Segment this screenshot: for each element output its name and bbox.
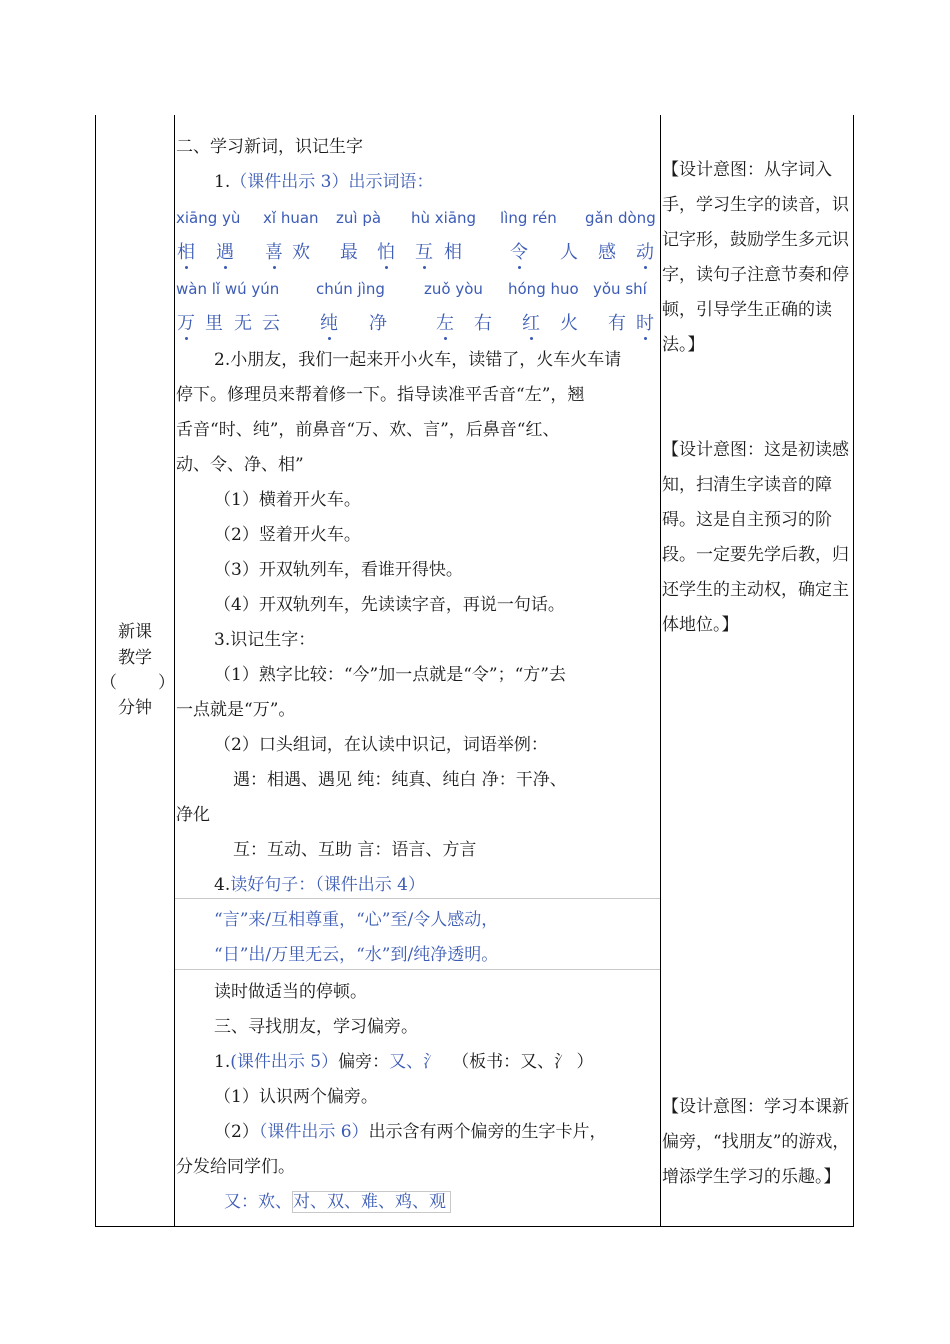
s3-item1-board: （板书：又、氵 ） [452, 1052, 594, 1072]
emphasis-dot [185, 337, 188, 340]
pinyin-9: zuǒ yòu [424, 280, 483, 298]
word-char: 怕 [377, 242, 395, 263]
design-note-3: 【设计意图：学习本课新偏旁，“找朋友”的游戏，增添学生学习的乐趣。】 [662, 1097, 850, 1187]
section3-item1 [214, 1051, 594, 1073]
emphasis-dot [273, 266, 276, 269]
table-border-left [95, 115, 96, 1227]
emphasis-dot [224, 266, 227, 269]
item3-2: （2）口头组词，在认读中识记，词语举例： [214, 735, 548, 755]
left-label-line2: 教学 [118, 648, 152, 668]
emphasis-dot [518, 266, 521, 269]
emphasis-dot [185, 266, 188, 269]
item3-heading: 3.识记生字： [214, 630, 316, 650]
pinyin-10: hóng huo [508, 280, 579, 298]
word-char: 相 [177, 242, 195, 263]
s3-item1-radicals: 又、氵 [389, 1052, 441, 1072]
you-line-boxed: 对、双、难、鸡、观 [292, 1191, 451, 1213]
emphasis-dot [444, 337, 447, 340]
section3-sub2 [214, 1121, 607, 1143]
pinyin-11: yǒu shí [593, 280, 647, 298]
word-char: 时 [636, 313, 654, 334]
word-char: 万 [177, 313, 195, 334]
section3-heading: 三、寻找朋友，学习偏旁。 [214, 1017, 418, 1037]
emphasis-dot [423, 266, 426, 269]
example-line1: 遇：相遇、遇见 纯：纯真、纯白 净：干净、 [233, 770, 567, 790]
item3-1-line2: 一点就是“万”。 [176, 700, 296, 720]
item2-sub1: （1）横着开火车。 [214, 490, 361, 510]
table-divider-2 [660, 115, 661, 1227]
s3-sub2-prefix: （2） [214, 1122, 259, 1142]
emphasis-dot [644, 337, 647, 340]
s3-item1-rest: 偏旁： [338, 1052, 390, 1072]
item1-prefix: 1. [214, 172, 231, 192]
item4-prefix: 4. [214, 875, 231, 895]
section3-sub2-line2: 分发给同学们。 [176, 1157, 295, 1177]
left-label-line1: 新课 [118, 622, 152, 642]
left-label-paren-open: （ [100, 673, 117, 693]
emphasis-dot [328, 337, 331, 340]
table-border-right [853, 115, 854, 1227]
item2-line3: 舌音“时、纯”，前鼻音“万、欢、言”，后鼻音“红、 [176, 420, 560, 440]
pinyin-8: chún jìng [316, 280, 385, 298]
item1 [214, 171, 433, 193]
word-char: 右 [474, 313, 492, 334]
word-char: 云 [262, 313, 280, 334]
you-line-prefix: 又：欢、 [224, 1192, 292, 1212]
word-char: 相 [444, 242, 462, 263]
s3-item1-instruction: (课件出示 5） [230, 1052, 339, 1072]
emphasis-dot [644, 266, 647, 269]
item2-sub2: （2）竖着开火车。 [214, 525, 361, 545]
item4-instruction: 读好句子：（课件出示 4） [230, 875, 425, 895]
you-radical-line [224, 1191, 451, 1213]
emphasis-dot [385, 266, 388, 269]
design-note-2: 【设计意图：这是初读感知，扫清生字读音的障碍。这是自主预习的阶段。一定要先学后教，归还学生的主动权，确定主体地位。】 [662, 440, 849, 635]
pinyin-2: xǐ huan [263, 209, 319, 227]
sentence-box-bottom [175, 969, 660, 970]
item2-line4: 动、令、净、相” [176, 455, 304, 475]
word-char: 喜 [265, 242, 283, 263]
word-char: 左 [436, 313, 454, 334]
item2-line2: 停下。修理员来帮着修一下。指导读准平舌音“左”，翘 [176, 385, 585, 405]
word-char: 互 [415, 242, 433, 263]
s3-item1-prefix: 1. [214, 1052, 231, 1072]
item2-sub3: （3）开双轨列车，看谁开得快。 [214, 560, 463, 580]
item2-line1: 2.小朋友，我们一起来开小火车，读错了，火车火车请 [214, 350, 622, 370]
word-char: 里 [205, 313, 223, 334]
word-char: 火 [560, 313, 578, 334]
s3-sub2-instruction: （课件出示 6） [258, 1122, 369, 1142]
sentence-box-top [175, 898, 660, 899]
pinyin-5: lìng rén [500, 209, 557, 227]
pinyin-7: wàn lǐ wú yún [176, 280, 280, 298]
sentence-line2: “日”出/万里无云，“水”到/纯净透明。 [214, 945, 499, 965]
word-char: 净 [369, 313, 387, 334]
sentence-line1: “言”来/互相尊重，“心”至/令人感动， [214, 910, 499, 930]
word-char: 红 [522, 313, 540, 334]
pinyin-4: hù xiāng [411, 209, 477, 227]
item3-1-line1: （1）熟字比较：“今”加一点就是“令”；“方”去 [214, 665, 566, 685]
section3-sub1: （1）认识两个偏旁。 [214, 1087, 378, 1107]
word-char: 最 [340, 242, 358, 263]
s3-sub2-rest: 出示含有两个偏旁的生字卡片， [368, 1122, 607, 1142]
item4 [214, 874, 425, 896]
word-char: 欢 [292, 242, 310, 263]
table-divider-1 [174, 115, 175, 1227]
example-line2: 净化 [176, 805, 210, 825]
item2-sub4: （4）开双轨列车，先读读字音，再说一句话。 [214, 595, 565, 615]
item1-instruction: （课件出示 3）出示词语： [230, 172, 434, 192]
table-border-bottom [95, 1226, 854, 1227]
pinyin-6: gǎn dòng [585, 209, 656, 227]
design-note-1: 【设计意图：从字词入手，学习生字的读音，识记字形，鼓励学生多元识字，读句子注意节奏和停顿，引导学生正确的读法。】 [662, 160, 849, 355]
word-char: 人 [560, 242, 578, 263]
emphasis-dot [530, 337, 533, 340]
word-char: 感 [598, 242, 616, 263]
pause-note: 读时做适当的停顿。 [214, 982, 367, 1002]
word-char: 无 [234, 313, 252, 334]
pinyin-3: zuì pà [336, 209, 382, 227]
left-label-line4: 分钟 [118, 698, 152, 718]
word-char: 令 [510, 242, 528, 263]
word-char: 纯 [320, 313, 338, 334]
pinyin-1: xiāng yù [176, 209, 241, 227]
word-char: 有 [608, 313, 626, 334]
example-line3: 互：互动、互助 言：语言、方言 [233, 840, 477, 860]
word-char: 动 [636, 242, 654, 263]
word-char: 遇 [216, 242, 234, 263]
left-label-paren-close: ） [158, 673, 175, 693]
section2-heading: 二、学习新词，识记生字 [176, 137, 363, 157]
